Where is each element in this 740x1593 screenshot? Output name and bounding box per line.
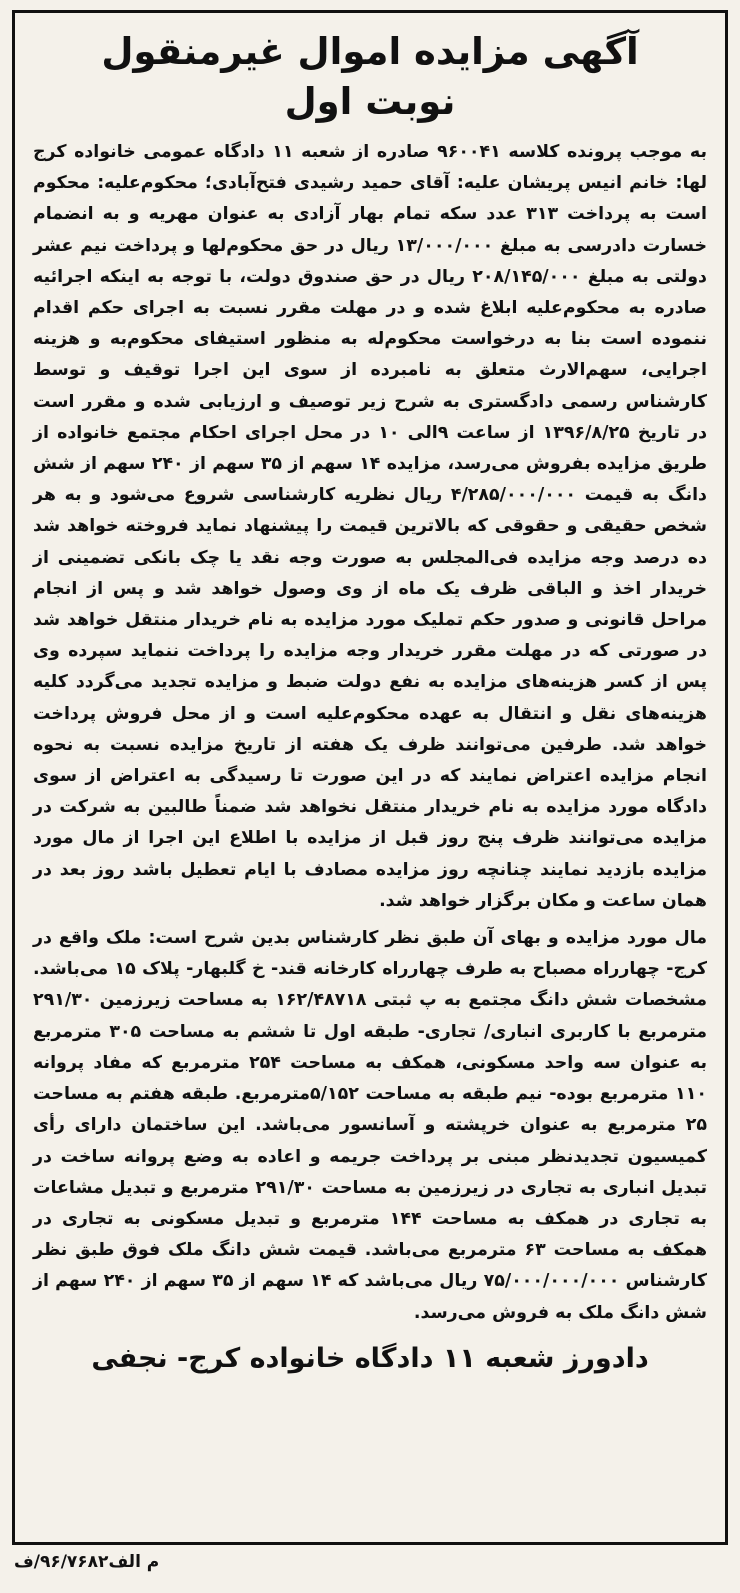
property-description-paragraph: مال مورد مزایده و بهای آن طبق نظر کارشناس بدین شرح است: ملک واقع در کرج- چهارراه مصباح به طرف چهارراه کارخانه قند- خ گلبهار- پلاک ۱۵ می‌باشد. مشخصات شش دانگ مجتمع به پ ثبتی ۱۶۲/۴۸۷۱۸ به مساحت زیرزمین ۲۹۱/۳۰ مترمربع با کاربری انباری/ تجاری- طبقه اول تا ششم به مساحت ۳۰۵ مترمربع به عنوان سه واحد مسکونی، همکف به مساحت ۲۵۴ مترمربع که مفاد پروانه ۱۱۰ مترمربع بوده- نیم طبقه به مساحت ۵/۱۵۲مترمربع. طبقه هفتم به مساحت ۲۵ مترمربع به عنوان خرپشته و آسانسور می‌باشد. این ساختمان دارای رأی کمیسیون تجدیدنظر مبنی بر پرداخت جریمه و اعاده به وضع پروانه ساخت در تبدیل انباری به تجاری در زیرزمین به مساحت ۲۹۱/۳۰ مترمربع و تبدیل مشاعات به تجاری در همکف به مساحت ۱۴۴ مترمربع و تبدیل مسکونی به تجاری در همکف به مساحت ۶۳ مترمربع می‌باشد. قیمت شش دانگ ملک فوق طبق نظر کارشناس ۷۵/۰۰۰/۰۰۰/۰۰۰ ریال می‌باشد که ۱۴ سهم از ۳۵ سهم از ۲۴۰ سهم از شش دانگ ملک به فروش می‌رسد. (33, 928, 708, 1323)
reference-code: م الف۹۶/۷۶۸۲/ف (14, 1552, 160, 1572)
notice-title: آگهی مزایده اموال غیرمنقول (101, 30, 639, 73)
notice-subtitle: نوبت اول (284, 80, 456, 123)
notice-body-paragraph: به موجب پرونده کلاسه ۹۶۰۰۴۱ صادره از شعبه ۱۱ دادگاه عمومی خانواده کرج لها: خانم انیس پریشان علیه: آقای حمید رشیدی فتح‌آبادی؛ محکوم‌علیه: محکوم است به پرداخت ۳۱۳ عدد سکه تمام بهار آزادی به عنوان مهریه و به انضمام خسارت دادرسی به مبلغ ۱۳/۰۰۰/۰۰۰ ریال در حق محکوم‌لها و پرداخت نیم عشر دولتی به مبلغ ۲۰۸/۱۴۵/۰۰۰ ریال در حق صندوق دولت، با توجه به اینکه اجرائیه صادره به محکوم‌علیه ابلاغ شده و در مهلت مقرر نسبت به اجرای حکم اقدام ننموده است بنا به درخواست محکوم‌له به منظور استیفای محکوم‌به و هزینه اجرایی، سهم‌الارث متعلق به نامبرده از سوی این اجرا توقیف و توسط کارشناس رسمی دادگستری به شرح زیر توصیف و ارزیابی شده و مقرر است در تاریخ ۱۳۹۶/۸/۲۵ از ساعت ۹الی ۱۰ در محل اجرای احکام مجتمع خانواده از طریق مزایده بفروش می‌رسد، مزایده ۱۴ سهم از ۳۵ سهم از ۲۴۰ سهم از شش دانگ به قیمت ۴/۲۸۵/۰۰۰/۰۰۰ ریال نظریه کارشناسی شروع می‌شود و به هر شخص حقیقی و حقوقی که بالاترین قیمت را پیشنهاد نماید فروخته خواهد شد ده درصد وجه مزایده فی‌المجلس به صورت وجه نقد یا چک بانکی تضمینی از خریدار اخذ و الباقی ظرف یک ماه از وی وصول خواهد شد و پس از انجام مراحل قانونی و صدور حکم تملیک مورد مزایده به نام خریدار منتقل خواهد شد در صورتی که در مهلت مقرر خریدار وجه مزایده را پرداخت ننماید سپرده وی پس از کسر هزینه‌های مزایده به نفع دولت ضبط و مزایده تجدید می‌گردد کلیه هزینه‌های نقل و انتقال به عهده محکوم‌علیه است و از محل فروش پرداخت خواهد شد. طرفین می‌توانند ظرف یک هفته از تاریخ مزایده نسبت به نحوه انجام مزایده اعتراض نمایند که در این صورت تا رسیدگی به اعتراض از سوی دادگاه مورد مزایده به نام خریدار منتقل نخواهد شد ضمناً طالبین به شرکت در مزایده می‌توانند ظرف پنج روز قبل از مزایده با اطلاع این اجرا از مال مورد مزایده بازدید نمایند چنانچه روز مزایده مصادف با ایام تعطیل باشد روز بعد در همان ساعت و مکان برگزار خواهد شد. (33, 142, 708, 911)
auction-notice-box (12, 10, 728, 1545)
notice-signature: دادورز شعبه ۱۱ دادگاه خانواده کرج- نجفی (91, 1342, 649, 1374)
